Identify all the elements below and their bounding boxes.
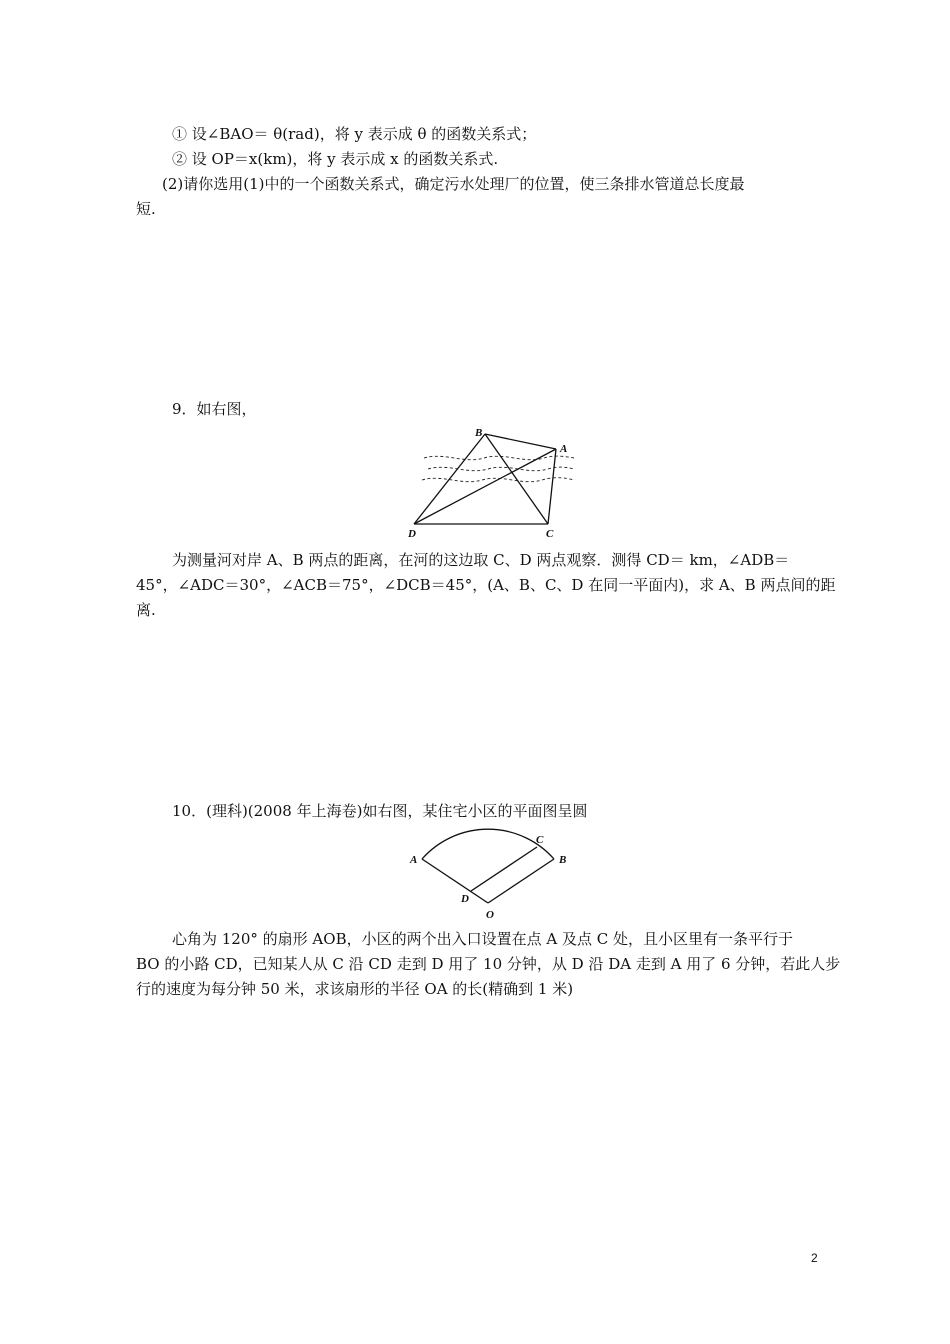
q8-part2-line2: 短.: [136, 200, 156, 218]
label-B: B: [559, 854, 567, 866]
q10-text-line1: 心角为 120° 的扇形 AOB，小区的两个出入口设置在点 A 及点 C 处，且小区里有一条平行于: [172, 930, 793, 948]
q9-heading: 9．如右图，: [172, 400, 257, 418]
edge-BC: [485, 434, 548, 524]
label-C: C: [546, 528, 554, 540]
edge-AD: [414, 449, 556, 524]
q9-text-line1: 为测量河对岸 A、B 两点的距离，在河的这边取 C、D 两点观察．测得 CD＝ km，∠ADB＝: [172, 551, 790, 569]
q8-sub1-b: ② 设 OP＝x(km)，将 y 表示成 x 的函数关系式.: [172, 150, 499, 168]
q10-figure: [400, 822, 580, 922]
label-A: A: [560, 443, 568, 455]
page-number: 2: [811, 1251, 818, 1265]
q9-text-line3: 离.: [136, 601, 156, 619]
river-line-1: [424, 456, 574, 460]
label-D: D: [408, 528, 416, 540]
q8-part2-line1: (2)请你选用(1)中的一个函数关系式，确定污水处理厂的位置，使三条排水管道总长度最: [162, 175, 745, 193]
edge-BA: [485, 434, 556, 449]
q10-text-line3: 行的速度为每分钟 50 米，求该扇形的半径 OA 的长(精确到 1 米): [136, 980, 574, 998]
q9-text-line2: 45°，∠ADC＝30°，∠ACB＝75°，∠DCB＝45°，(A、B、C、D 在同一平面内)，求 A、B 两点间的距: [136, 576, 836, 594]
edge-AC: [548, 449, 556, 524]
q10-text-line2: BO 的小路 CD，已知某人从 C 沿 CD 走到 D 用了 10 分钟，从 D 沿 DA 走到 A 用了 6 分钟，若此人步: [136, 955, 841, 973]
river-line-2: [428, 467, 574, 471]
q10-heading: 10．(理科)(2008 年上海卷)如右图，某住宅小区的平面图呈圆: [172, 802, 588, 820]
radius-OA: [422, 859, 488, 903]
path-CD: [471, 847, 537, 891]
label-O: O: [486, 909, 494, 921]
label-A: A: [410, 854, 418, 866]
sector-arc-AB: [422, 829, 554, 859]
q9-figure: [400, 420, 580, 540]
label-C: C: [536, 834, 544, 846]
radius-OB: [488, 859, 554, 903]
label-D: D: [461, 893, 469, 905]
label-B: B: [475, 427, 483, 439]
q8-sub1-a: ① 设∠BAO＝ θ(rad)，将 y 表示成 θ 的函数关系式；: [172, 125, 537, 143]
